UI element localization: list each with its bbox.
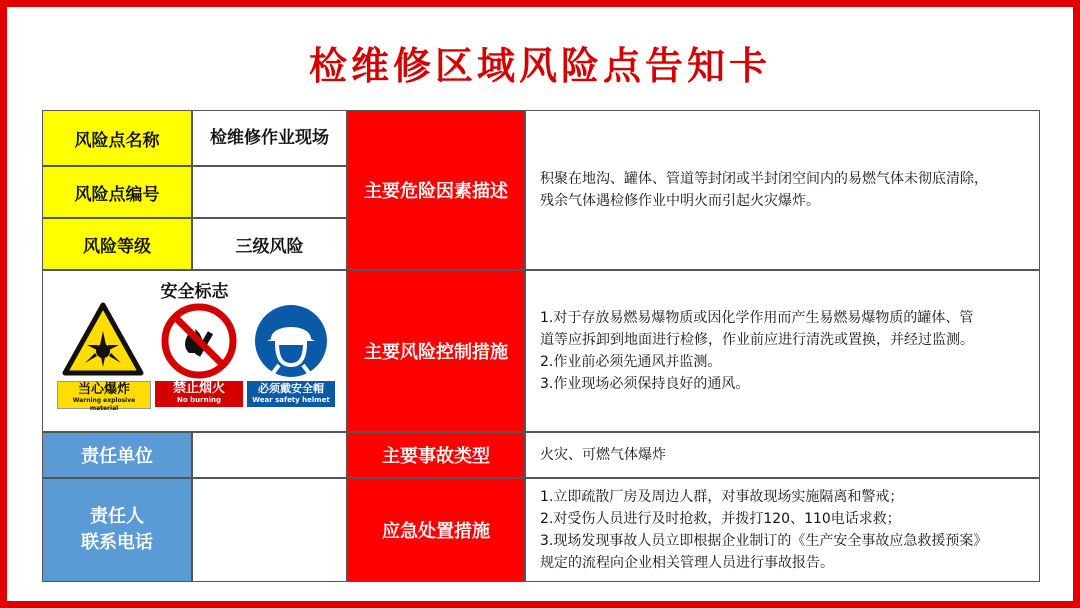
emergency-label: 应急处置措施	[347, 478, 525, 582]
risk-level-label: 风险等级	[42, 218, 192, 270]
risk-name-value: 检维修作业现场	[192, 110, 347, 166]
explosion-warning-sign	[61, 301, 145, 412]
risk-code-label: 风险点编号	[42, 166, 192, 218]
explosion-sign-en: Warning explosive material	[72, 397, 136, 412]
hazard-description	[525, 110, 1040, 270]
emergency-line: 3.现场发现事故人员立即根据企业制订的《生产安全事故应急救援预案》	[540, 533, 988, 549]
no-fire-sign	[157, 301, 241, 409]
risk-table	[42, 110, 1040, 582]
no-smoking-fire-icon	[157, 301, 241, 381]
no-fire-sign-cn: 禁止烟火	[172, 381, 225, 396]
emergency-line: 2.对受伤人员进行及时抢救，并拨打120、110电话求救；	[540, 511, 901, 527]
explosion-warning-icon	[61, 301, 145, 379]
emergency-line: 1.立即疏散厂房及周边人群，对事故现场实施隔离和警戒；	[540, 489, 904, 505]
risk-name-label: 风险点名称	[42, 110, 192, 166]
contact-label-line1: 责任人	[90, 506, 144, 527]
wear-helmet-icon	[249, 301, 333, 381]
accident-type-label: 主要事故类型	[347, 432, 525, 478]
hazard-line: 残余气体遇检修作业中明火而引起火灾爆炸。	[540, 193, 820, 209]
control-line: 1.对于存放易燃易爆物质或因化学作用而产生易燃易爆物质的罐体、管	[540, 310, 974, 326]
accident-type-value: 火灾、可燃气体爆炸	[525, 432, 1040, 478]
hazard-label: 主要危险因素描述	[347, 110, 525, 270]
risk-notice-card	[7, 7, 1073, 601]
responsible-unit-value	[192, 432, 347, 478]
control-label: 主要风险控制措施	[347, 270, 525, 432]
wear-helmet-sign	[249, 301, 333, 409]
contact-label	[42, 478, 192, 582]
control-line: 2.作业前必须先通风并监测。	[540, 354, 722, 370]
control-measures	[525, 270, 1040, 432]
hazard-line: 积聚在地沟、罐体、管道等封闭或半封闭空间内的易燃气体未彻底清除，	[540, 171, 988, 187]
emergency-line: 规定的流程向企业相关管理人员进行事故报告。	[540, 555, 834, 571]
explosion-sign-cn: 当心爆炸	[77, 382, 130, 397]
contact-label-line2: 联系电话	[81, 532, 153, 553]
risk-level-value: 三级风险	[192, 218, 347, 270]
helmet-sign-cn: 必须戴安全帽	[258, 382, 324, 395]
emergency-measures	[525, 478, 1040, 582]
control-line: 道等应拆卸到地面进行检修，作业前应进行清洗或置换，并经过监测。	[540, 332, 974, 348]
control-line: 3.作业现场必须保持良好的通风。	[540, 376, 750, 392]
card-title: 检维修区域风险点告知卡	[308, 44, 771, 88]
no-fire-sign-en: No burning	[177, 396, 221, 404]
risk-code-value	[192, 166, 347, 218]
safety-signs-title: 安全标志	[160, 282, 229, 302]
helmet-sign-en: Wear safety helmet	[252, 396, 330, 404]
contact-value	[192, 478, 347, 582]
safety-signs-panel	[42, 270, 347, 432]
responsible-unit-label: 责任单位	[42, 432, 192, 478]
